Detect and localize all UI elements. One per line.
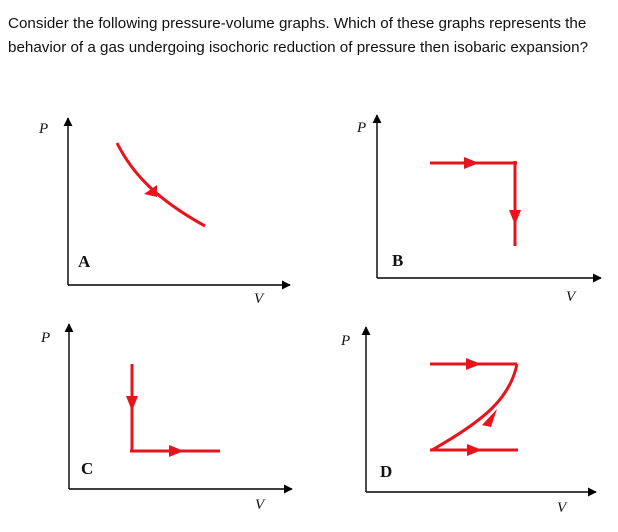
graph-c-down-arrowhead <box>126 396 138 411</box>
graph-d-p-label: P <box>341 333 351 349</box>
graph-d-top-arrowhead <box>466 358 481 370</box>
graph-c-v-label: V <box>255 497 265 513</box>
graph-a <box>38 118 290 307</box>
graph-a-v-label: V <box>254 291 264 307</box>
graph-b-v-label: V <box>566 289 576 305</box>
graph-d-bottom-arrowhead <box>467 444 482 456</box>
graph-d <box>340 327 596 516</box>
graph-d-v-label: V <box>557 500 567 516</box>
graph-c <box>40 324 292 513</box>
graph-a-curve <box>117 143 205 226</box>
graph-c-label: C <box>81 459 94 478</box>
graph-d-diagonal-process <box>432 364 517 450</box>
graph-b-p-label: P <box>357 120 367 136</box>
graph-b-label: B <box>392 251 404 270</box>
graph-a-label: A <box>78 252 91 271</box>
graph-c-right-arrowhead <box>169 445 184 457</box>
graph-a-p-label: P <box>39 121 49 137</box>
graph-b <box>356 115 601 305</box>
question-text: Consider the following pressure-volume graphs. Which of these graphs represents the behavior of a gas undergoing isochoric reduction of pressure then isobaric expansion? <box>8 15 589 56</box>
graph-b-down-arrowhead <box>509 210 521 225</box>
graph-b-right-arrowhead <box>464 157 479 169</box>
graph-c-p-label: P <box>41 330 51 346</box>
graph-d-label: D <box>380 462 393 481</box>
